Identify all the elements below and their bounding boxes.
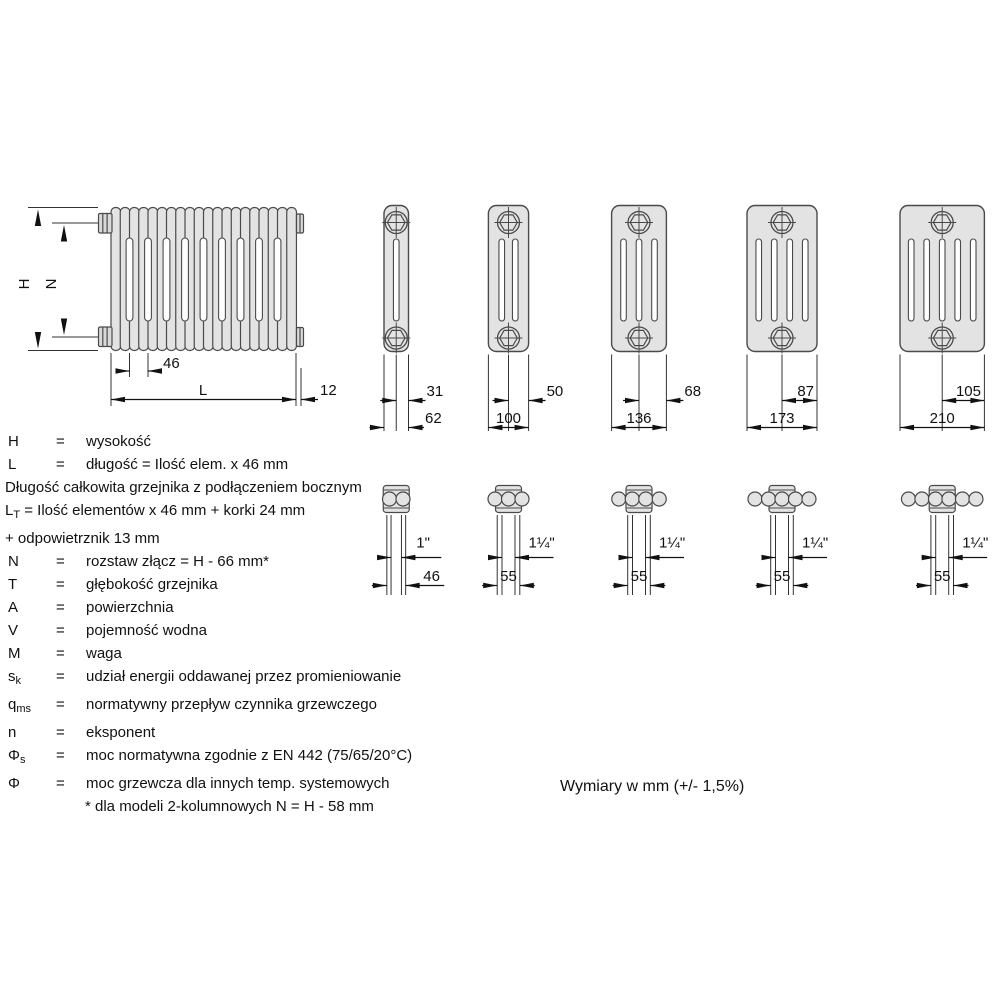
legend-formula-line xyxy=(4,499,484,527)
front-conn-spacing-label: N xyxy=(43,278,60,290)
section-depth-value: 210 xyxy=(929,410,955,427)
legend-description: moc normatywna zgodnie z EN 442 (75/65/20°C) xyxy=(86,747,413,764)
legend-symbol-subscript: T xyxy=(13,509,21,521)
legend-symbol: $s_k$ xyxy=(8,668,21,687)
section-half-depth-value: 105 xyxy=(955,383,981,400)
section-4-column xyxy=(612,206,701,432)
legend-row xyxy=(4,744,484,772)
legend-equals: = xyxy=(56,622,65,639)
front-element-pitch-value: 46 xyxy=(163,355,180,372)
section-2-column xyxy=(370,206,444,432)
legend-equals: = xyxy=(56,747,65,764)
legend-description: długość = Ilość elem. x 46 mm xyxy=(86,456,289,473)
symbol-legend xyxy=(4,430,484,818)
dimensions-unit-note: Wymiary w mm (+/- 1,5%) xyxy=(560,778,745,795)
legend-description: powierzchnia xyxy=(86,599,174,616)
legend-symbol: L xyxy=(8,456,17,473)
top-view-thread-value: 1" xyxy=(416,534,430,552)
legend-symbol: T xyxy=(8,576,18,593)
legend-description: waga xyxy=(86,645,122,662)
legend-row xyxy=(4,453,484,476)
front-view-elements xyxy=(111,208,296,351)
legend-symbol-subscript: k xyxy=(15,675,21,687)
legend-symbol: $q_{ms}$ xyxy=(8,696,32,715)
legend-equals: = xyxy=(56,599,65,616)
section-half-depth-value: 50 xyxy=(546,383,564,400)
section-6-column xyxy=(900,206,984,432)
legend-symbol: N xyxy=(8,553,19,570)
front-length-label: L xyxy=(198,382,208,399)
section-5-column xyxy=(747,206,817,432)
legend-symbol: n xyxy=(8,724,17,741)
legend-symbol: H xyxy=(8,433,19,450)
legend-description: udział energii oddawanej przez promieniowanie xyxy=(86,668,402,685)
legend-description: rozstaw złącz = H - 66 mm* xyxy=(86,553,269,570)
legend-equals: = xyxy=(56,433,65,450)
legend-row xyxy=(4,665,484,693)
legend-footnote: * dla modeli 2-kolumnowych N = H - 58 mm xyxy=(85,798,374,815)
legend-equals: = xyxy=(56,724,65,741)
section-depth-value: 100 xyxy=(495,410,522,427)
top-view-thread-value: 1¼" xyxy=(802,534,829,552)
legend-symbol: Φ xyxy=(8,775,20,792)
legend-equals: = xyxy=(56,456,65,473)
legend-symbol: M xyxy=(8,645,21,662)
top-view-conn-pitch-value: 55 xyxy=(630,568,648,585)
section-half-depth-value: 87 xyxy=(797,383,814,400)
legend-equals: = xyxy=(56,668,65,685)
section-depth-value: 173 xyxy=(769,410,795,427)
legend-symbol: V xyxy=(8,622,19,639)
legend-row xyxy=(4,430,484,453)
top-view-conn-pitch-value: 55 xyxy=(933,568,951,585)
front-height-label: H xyxy=(16,278,33,290)
top-view-thread-value: 1¼" xyxy=(659,534,686,552)
section-half-depth-value: 31 xyxy=(426,383,444,400)
section-depth-value: 62 xyxy=(425,410,442,427)
legend-row xyxy=(4,693,484,721)
legend-symbol: $\Phi_s$ xyxy=(8,747,26,766)
legend-symbol-subscript: ms xyxy=(16,703,32,715)
legend-description: pojemność wodna xyxy=(86,622,207,639)
front-cap-extension-value: 12 xyxy=(320,382,337,399)
top-view-conn-pitch-value: 55 xyxy=(500,568,517,585)
legend-equals: = xyxy=(56,645,65,662)
top-view-thread-value: 1¼" xyxy=(962,534,989,552)
legend-symbol: L xyxy=(5,502,14,519)
top-view-3-column xyxy=(482,486,554,596)
legend-equals: = xyxy=(56,553,65,570)
top-view-conn-pitch-value: 46 xyxy=(423,568,440,585)
front-view xyxy=(16,208,337,407)
legend-row xyxy=(4,550,484,573)
legend-row xyxy=(4,619,484,642)
legend-note-line: Długość całkowita grzejnika z podłączeniem bocznym xyxy=(5,479,362,496)
legend-symbol-subscript: s xyxy=(19,754,26,766)
legend-equals: = xyxy=(56,576,65,593)
top-view-6-column xyxy=(901,486,988,596)
section-half-depth-value: 68 xyxy=(684,383,702,400)
legend-row xyxy=(4,573,484,596)
section-depth-value: 136 xyxy=(626,410,652,427)
legend-description: moc grzewcza dla innych temp. systemowych xyxy=(86,775,390,792)
top-view-5-column xyxy=(748,486,828,596)
legend-symbol: A xyxy=(8,599,19,616)
legend-description: eksponent xyxy=(86,724,156,741)
legend-description: wysokość xyxy=(86,433,152,450)
top-view-4-column xyxy=(612,486,685,596)
legend-equals: = xyxy=(56,775,65,792)
legend-note-line: + odpowietrznik 13 mm xyxy=(5,530,160,547)
legend-description: normatywny przepływ czynnika grzewczego xyxy=(86,696,377,713)
top-view-thread-value: 1¼" xyxy=(528,534,555,552)
legend-description: = Ilość elementów x 46 mm + korki 24 mm xyxy=(24,502,306,519)
section-3-column xyxy=(488,206,563,432)
legend-description: głębokość grzejnika xyxy=(86,576,218,593)
legend-row xyxy=(4,772,484,795)
legend-row xyxy=(4,642,484,665)
legend-row xyxy=(4,721,484,744)
top-view-conn-pitch-value: 55 xyxy=(773,568,791,585)
legend-row xyxy=(4,596,484,619)
legend-equals: = xyxy=(56,696,65,713)
